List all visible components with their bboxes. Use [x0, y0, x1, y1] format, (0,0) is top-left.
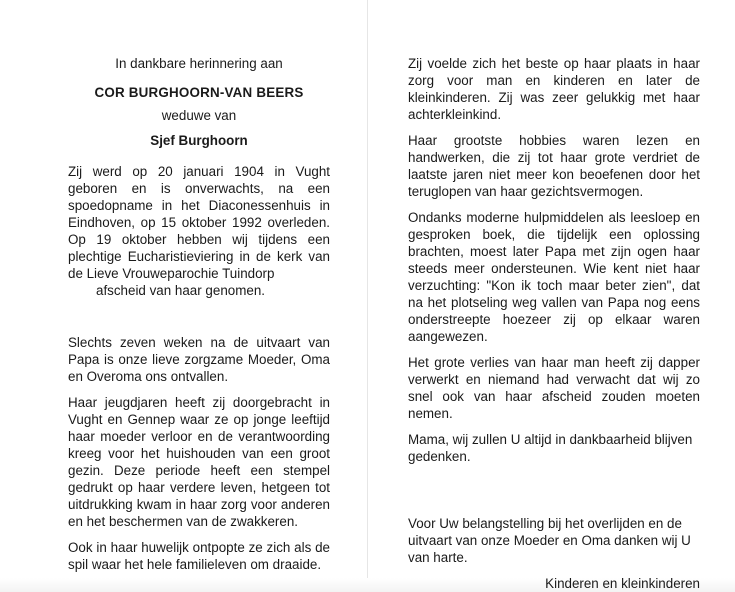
- paragraph-loss: Het grote verlies van haar man heeft zij dapper verwerkt en niemand had verwacht dat wij zo snel ook van haar afscheid zouden moeten nemen.: [408, 355, 700, 421]
- husband-name: Sjef Burghoorn: [150, 133, 248, 148]
- intro-line: In dankbare herinnering aan: [115, 56, 283, 71]
- paragraph-birth-death-text: Zij werd op 20 januari 1904 in Vught geboren en is onverwachts, na een spoedopname in het Diaconessenhuis in Eindhoven, op 15 oktober 1992 overleden. Op 19 oktober hebben wij tijdens een plechtige Eucharistieviering in de kerk van de Lieve Vrouweparochie Tuindorp: [68, 164, 330, 281]
- paragraph-eyesight: Ondanks moderne hulpmiddelen als leesloep en gesproken boek, die tijdelijk een oplossing brachten, moest later Papa met zijn ogen haar steeds meer ondersteunen. Wie kent niet haar verzuchting: "Kon ik toch maar beter zien", dat na het plotseling weg vallen van Papa nog eens onderstreepte hoezeer zij op elkaar waren aangewezen.: [408, 210, 700, 344]
- left-column: [68, 55, 330, 573]
- deceased-name: COR BURGHOORN-VAN BEERS: [94, 85, 304, 100]
- paragraph-birth-death: [68, 163, 330, 299]
- paragraph-hobbies: Haar grootste hobbies waren lezen en handwerken, die zij tot haar grote verdriet de laatste jaren niet meer kon beoefenen door het teruglopen van haar gezichtsvermogen.: [408, 133, 700, 199]
- signature: Kinderen en kleinkinderen: [545, 576, 700, 591]
- widow-of-line: weduwe van: [161, 108, 237, 123]
- paragraph-family: Zij voelde zich het beste op haar plaats in haar zorg voor man en kinderen en later de kleinkinderen. Zij was zeer gelukkig met haar achterkleinkind.: [408, 56, 700, 122]
- paragraph-marriage: Ook in haar huwelijk ontpopte ze zich als de spil waar het hele familieleven om draaide.: [68, 540, 330, 572]
- paragraph-passing: Slechts zeven weken na de uitvaart van Papa is onze lieve zorgzame Moeder, Oma en Overoma ons ontvallen.: [68, 335, 330, 384]
- paragraph-remembrance: Mama, wij zullen U altijd in dankbaarheid blijven gedenken.: [408, 432, 693, 464]
- right-column: [408, 55, 700, 592]
- card-fold: [367, 0, 368, 592]
- paragraph-birth-death-end: afscheid van haar genomen.: [96, 283, 265, 298]
- paragraph-thanks: Voor Uw belangstelling bij het overlijden en de uitvaart van onze Moeder en Oma danken wij U van harte.: [408, 516, 691, 565]
- paragraph-youth: Haar jeugdjaren heeft zij doorgebracht in Vught en Gennep waar ze op jonge leeftijd haar moeder verloor en de verantwoording kreeg voor het huishouden van een groot gezin. Deze periode heeft een stempel gedrukt op haar verdere leven, hetgeen tot uitdrukking kwam in haar zorg voor anderen en het beschermen van de zwakkeren.: [68, 395, 330, 529]
